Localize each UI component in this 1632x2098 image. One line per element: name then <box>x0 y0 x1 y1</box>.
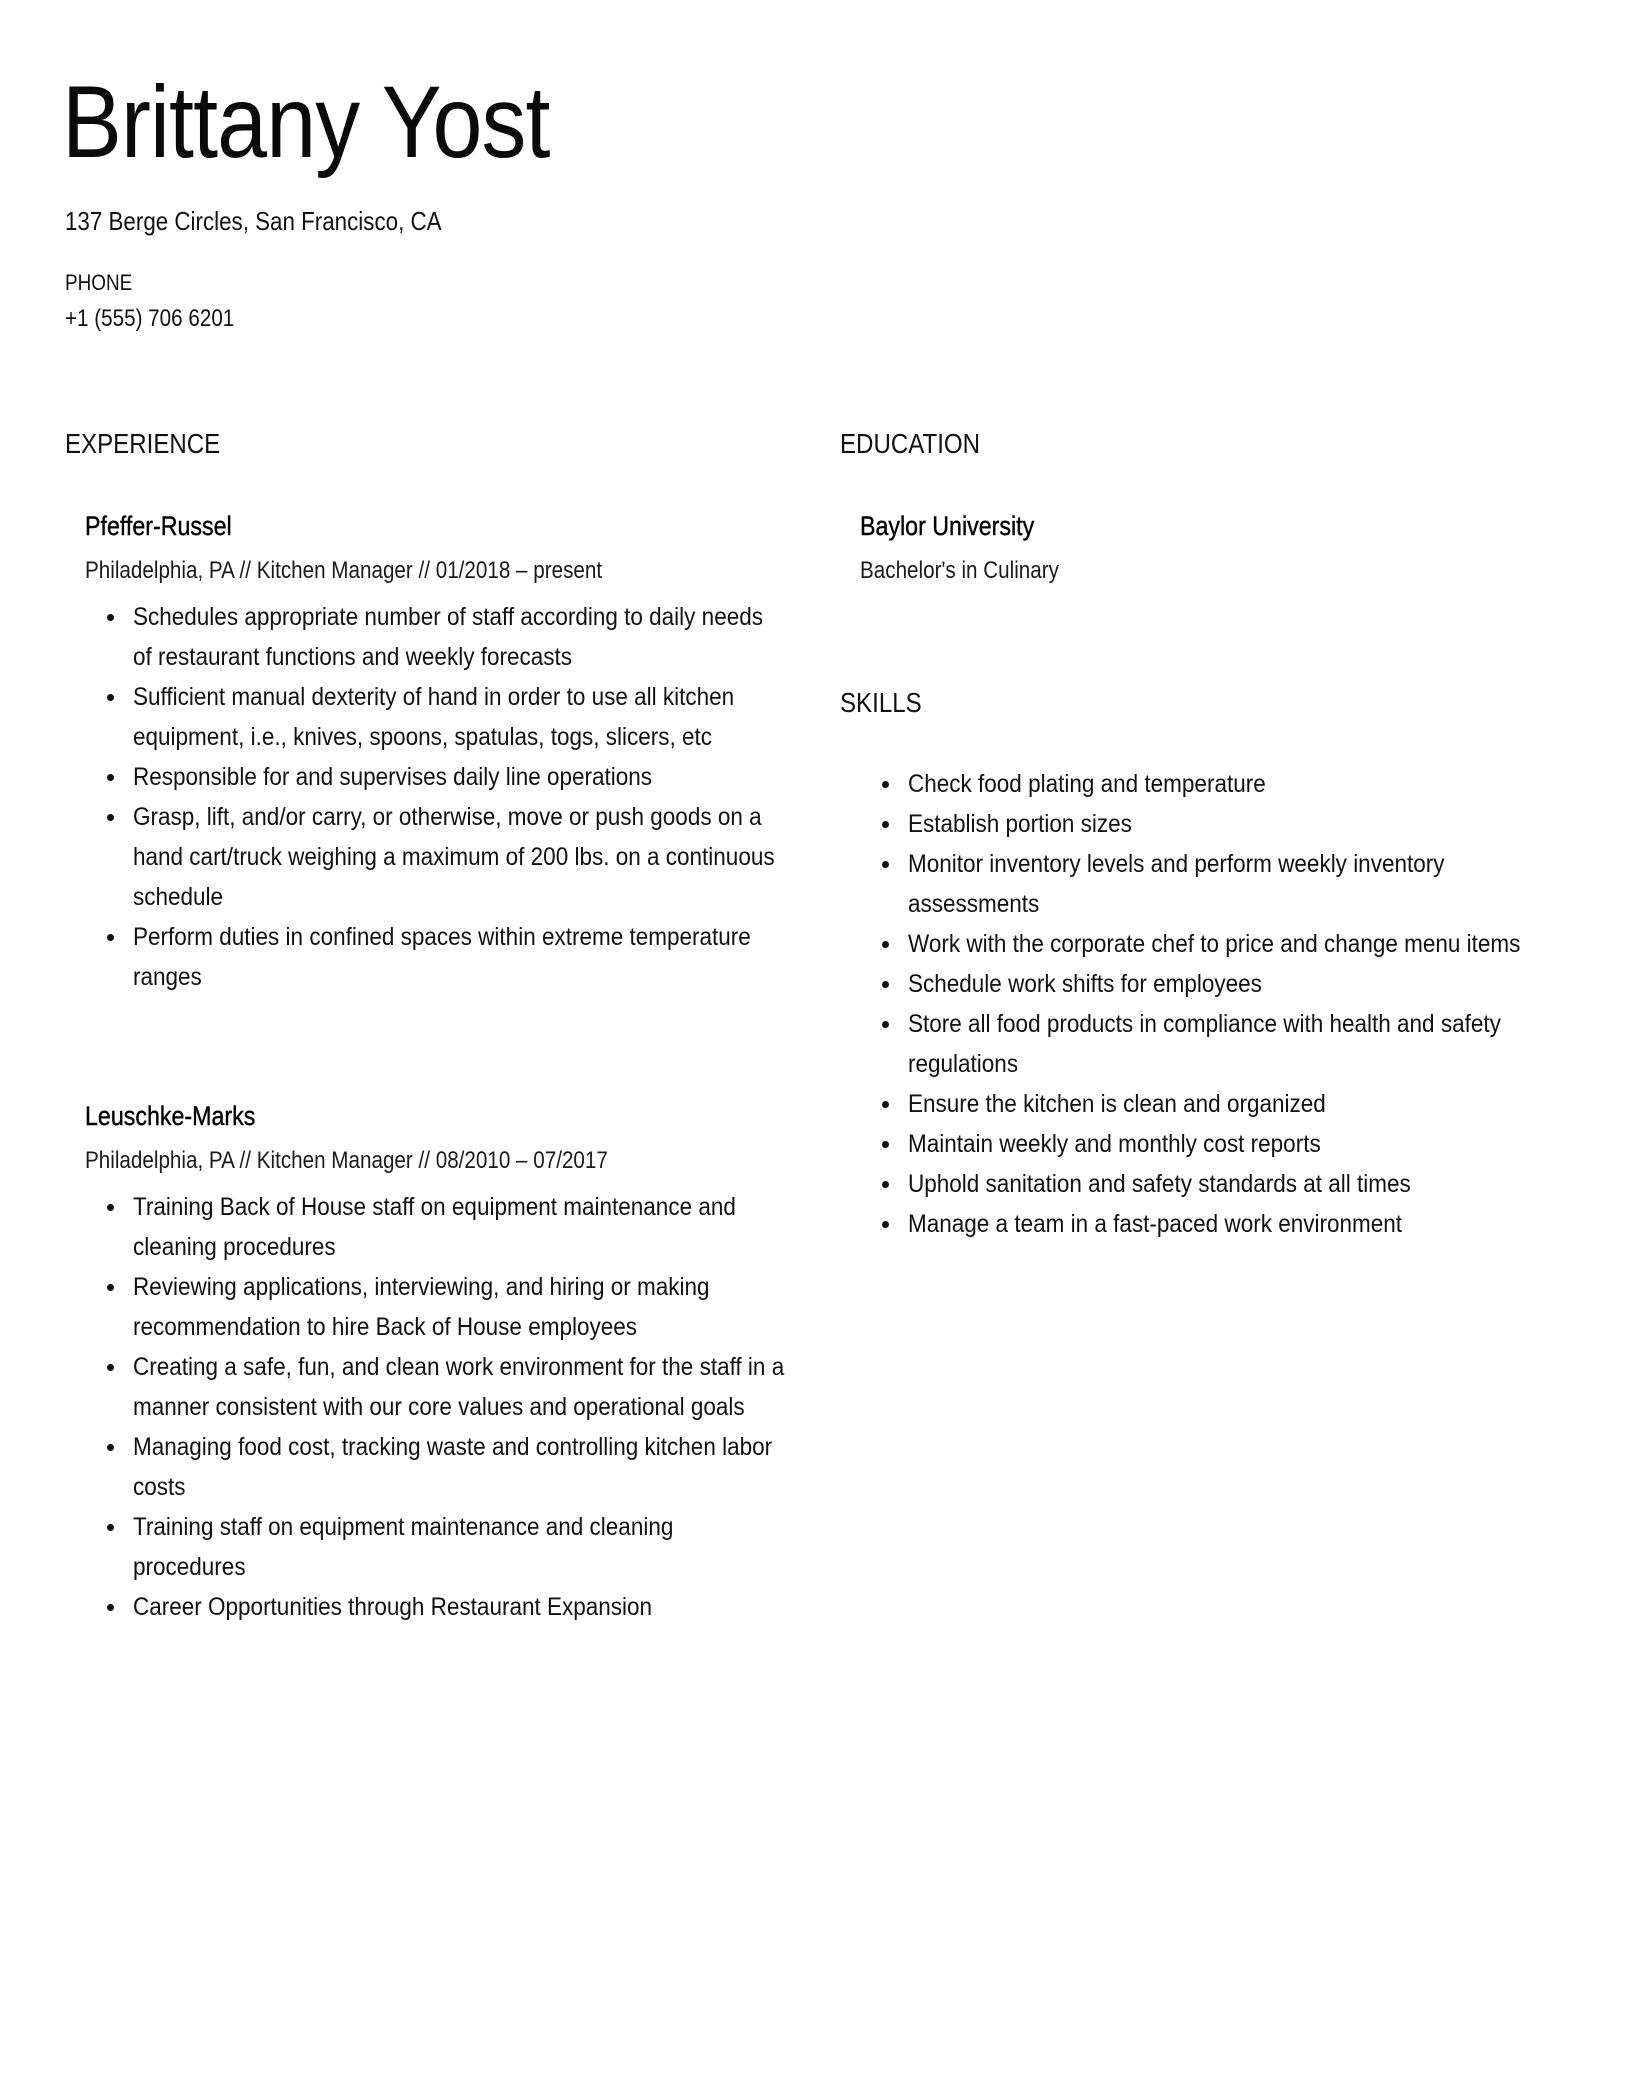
education-heading: EDUCATION <box>840 428 981 459</box>
skill-item: Work with the corporate chef to price and change menu items <box>860 924 1580 964</box>
skill-item: Manage a team in a fast-paced work environment <box>860 1204 1580 1244</box>
list-item: Grasp, lift, and/or carry, or otherwise, move or push goods on a hand cart/truck weighing a maximum of 200 lbs. on a continuous schedule <box>85 797 785 917</box>
skill-item: Check food plating and temperature <box>860 764 1580 804</box>
job-bullets <box>85 1187 785 1627</box>
skill-item: Monitor inventory levels and perform weekly inventory assessments <box>860 844 1580 924</box>
list-item: Training staff on equipment maintenance and cleaning procedures <box>85 1507 785 1587</box>
job-company: Leuschke-Marks <box>85 1101 256 1131</box>
skills-list <box>860 764 1580 1244</box>
phone-label: PHONE <box>65 270 133 295</box>
candidate-name: Brittany Yost <box>62 65 550 179</box>
skill-item: Maintain weekly and monthly cost reports <box>860 1124 1580 1164</box>
list-item: Perform duties in confined spaces within extreme temperature ranges <box>85 917 785 997</box>
degree: Bachelor's in Culinary <box>860 557 1059 584</box>
skill-item: Establish portion sizes <box>860 804 1580 844</box>
skill-item: Schedule work shifts for employees <box>860 964 1580 1004</box>
list-item: Sufficient manual dexterity of hand in order to use all kitchen equipment, i.e., knives, spoons, spatulas, togs, slicers, etc <box>85 677 785 757</box>
job-meta: Philadelphia, PA // Kitchen Manager // 01/2018 – present <box>85 557 603 584</box>
skill-item: Uphold sanitation and safety standards at all times <box>860 1164 1580 1204</box>
job-bullets <box>85 597 785 997</box>
list-item: Creating a safe, fun, and clean work environment for the staff in a manner consistent with our core values and operational goals <box>85 1347 785 1427</box>
skills-heading: SKILLS <box>840 687 922 718</box>
list-item: Training Back of House staff on equipment maintenance and cleaning procedures <box>85 1187 785 1267</box>
list-item: Career Opportunities through Restaurant Expansion <box>85 1587 785 1627</box>
job-meta: Philadelphia, PA // Kitchen Manager // 08/2010 – 07/2017 <box>85 1147 608 1174</box>
skill-item: Store all food products in compliance with health and safety regulations <box>860 1004 1580 1084</box>
list-item: Schedules appropriate number of staff according to daily needs of restaurant functions and weekly forecasts <box>85 597 785 677</box>
phone-number: +1 (555) 706 6201 <box>65 305 235 332</box>
list-item: Managing food cost, tracking waste and controlling kitchen labor costs <box>85 1427 785 1507</box>
address: 137 Berge Circles, San Francisco, CA <box>65 206 442 236</box>
list-item: Responsible for and supervises daily line operations <box>85 757 785 797</box>
school-name: Baylor University <box>860 511 1035 541</box>
skill-item: Ensure the kitchen is clean and organized <box>860 1084 1580 1124</box>
list-item: Reviewing applications, interviewing, and hiring or making recommendation to hire Back of House employees <box>85 1267 785 1347</box>
experience-heading: EXPERIENCE <box>65 428 221 459</box>
job-company: Pfeffer-Russel <box>85 511 232 541</box>
